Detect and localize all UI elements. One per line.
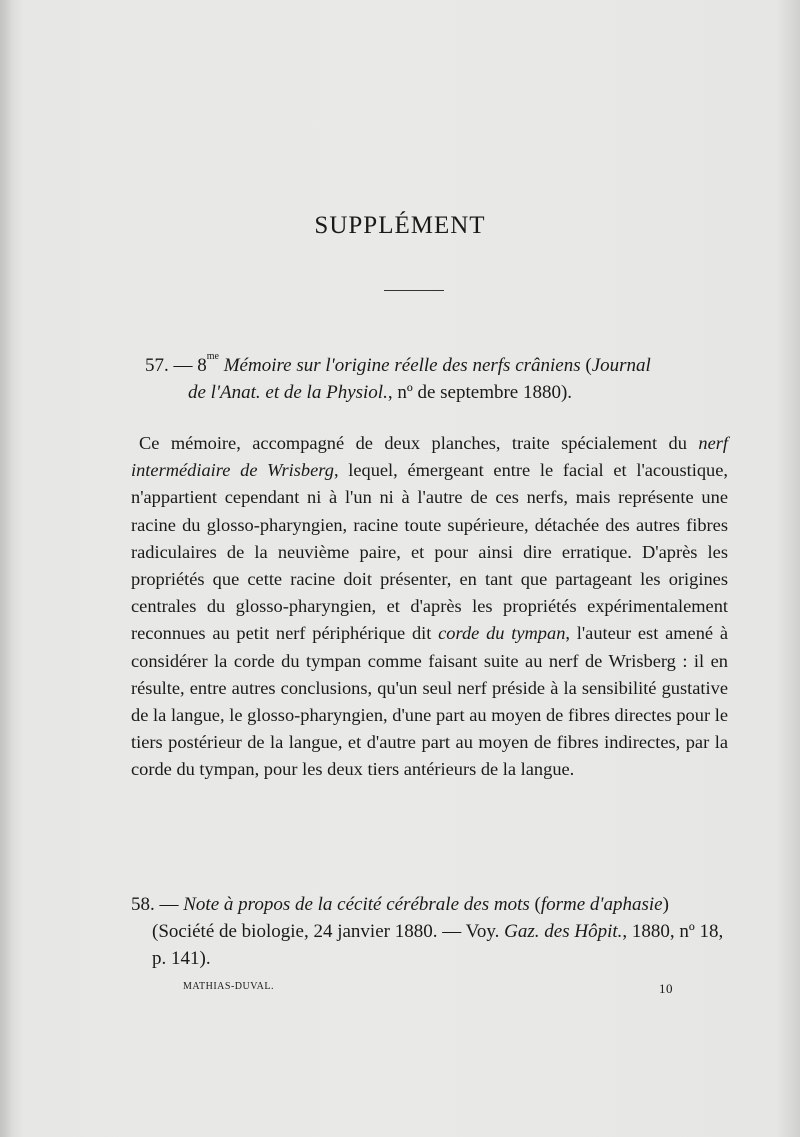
entry-58-journal: Gaz. des Hôpit. — [504, 921, 623, 942]
entry-57-ordinal: 8 — [197, 355, 207, 376]
entry-58 — [131, 891, 728, 972]
footer-sheet-number: 10 — [659, 981, 673, 996]
entry-57-journal: Journal — [591, 355, 651, 376]
entry-57-journal-cont: de l'Anat. et de la Physiol. — [188, 382, 388, 403]
entry-57-title: Mémoire sur l'origine réelle des nerfs crâniens — [218, 355, 581, 376]
title-rule — [384, 290, 444, 291]
entry-58-paren-close: ) — [662, 894, 669, 915]
entry-57-summary — [131, 430, 728, 784]
page-footer — [183, 981, 673, 996]
summary-part-1: Ce mémoire, accompagné de deux planches, traite spécialement du — [139, 433, 699, 453]
summary-part-3: , l'auteur est amené à considérer la corde du tympan comme faisant suite au nerf de Wrisberg : il en résulte, entre autres conclusions, qu'un seul nerf préside à la sensibilité gustative de la langue, le glosso-pharyngien, d'une part au moyen de fibres directes pour le tiers postérieur de la langue, et d'autre part au moyen de fibres indirectes, par la corde du tympan, pour les deux tiers antérieurs de la langue. — [131, 623, 728, 780]
summary-italic-2: corde du tympan — [438, 623, 566, 644]
entry-57-number: 57. — — [145, 355, 198, 376]
entry-58-title: Note à propos de la cécité cérébrale des mots — [183, 894, 530, 915]
entry-58-source-end: , 1880, nº 18, p. 141). — [152, 921, 724, 969]
entry-58-subtitle: forme d'aphasie — [540, 894, 663, 915]
entry-58-paren-open: ( — [529, 894, 541, 915]
entry-58-number: 58. — — [131, 894, 184, 915]
entry-57-ordinal-sup: me — [206, 351, 219, 362]
entry-57-paren: ( — [580, 355, 592, 376]
page-edge-shadow — [0, 0, 12, 1137]
section-title: SUPPLÉMENT — [314, 212, 486, 239]
footer-author: MATHIAS-DUVAL. — [183, 981, 274, 992]
entry-58-source: (Société de biologie, 24 janvier 1880. — Voy. — [152, 921, 505, 942]
entry-57-heading — [145, 352, 725, 406]
summary-part-2: , lequel, émergeant entre le facial et l'acoustique, n'appartient cependant ni à l'un ni à l'autre de ces nerfs, mais représente une racine du glosso-pharyngien, racine toute supérieure, détachée des autres fibres radiculaires de la neuvième paire, et pour ainsi dire erratique. D'après les propriétés que cette racine doit présenter, en tant que partageant les origines centrales du glosso-pharyngien, et d'après les propriétés expérimentalement reconnues au petit nerf périphérique dit — [131, 460, 728, 644]
entry-57-issue: , nº de septembre 1880). — [387, 382, 573, 403]
summary-italic-1: nerf intermédiaire de Wrisberg — [131, 433, 728, 481]
